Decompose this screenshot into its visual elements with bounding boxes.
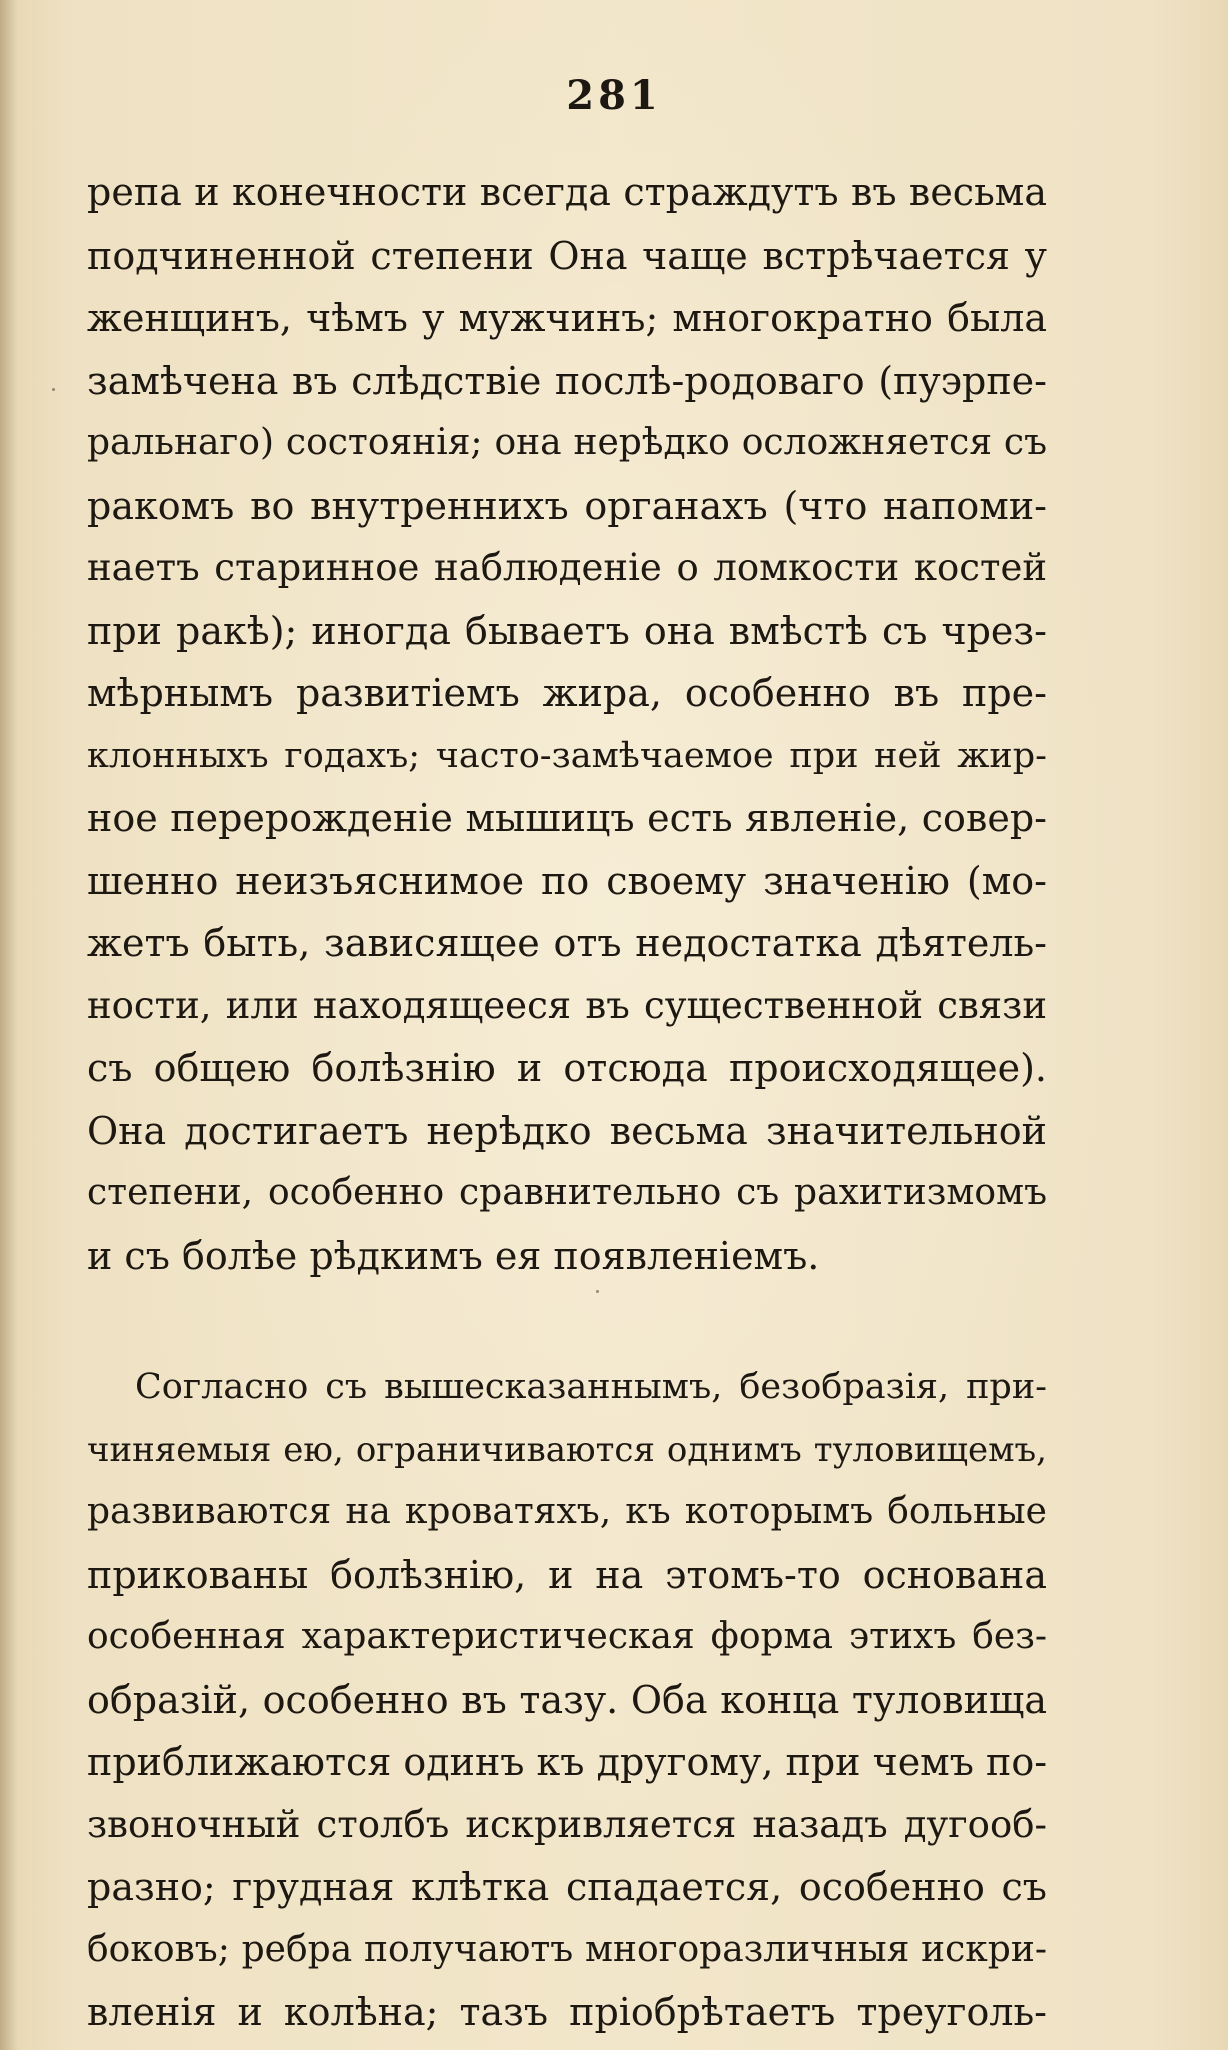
text-line: приближаются одинъ къ другому, при чемъ по- [87, 1740, 1047, 1784]
text-line: ральнаго) состоянія; она нерѣдко осложняется съ [87, 422, 1047, 463]
text-line: съ общею болѣзнію и отсюда происходящее). [87, 1046, 1047, 1090]
text-line: ности, или находящееся въ существенной связи [87, 984, 1047, 1027]
text-line: жетъ быть, зависящее отъ недостатка дѣятель- [87, 921, 1047, 965]
text-line: Согласно съ вышесказаннымъ, безобразія, при- [135, 1367, 1047, 1407]
text-line: женщинъ, чѣмъ у мужчинъ; многократно была [87, 296, 1047, 340]
text-line: вленія и колѣна; тазъ пріобрѣтаетъ треуголь- [87, 1990, 1047, 2034]
text-line: замѣчена въ слѣдствіе послѣ-родоваго (пуэрпе- [87, 359, 1047, 403]
text-line: образій, особенно въ тазу. Оба конца туловища [87, 1678, 1047, 1722]
text-line: при ракѣ); иногда бываетъ она вмѣстѣ съ чрез- [87, 609, 1047, 653]
text-line: степени, особенно сравнительно съ рахитизмомъ [87, 1172, 1047, 1213]
text-line: боковъ; ребра получаютъ многоразличныя искри- [87, 1929, 1047, 1970]
text-line: ное перерожденіе мышицъ есть явленіе, совер- [87, 796, 1047, 840]
page-gutter-shadow [0, 0, 18, 2050]
paper-speck [596, 1290, 599, 1293]
text-line: особенная характеристическая форма этихъ без- [87, 1616, 1047, 1657]
text-line: Она достигаетъ нерѣдко весьма значительной [87, 1109, 1047, 1153]
text-line: репа и конечности всегда страждутъ въ весьма [87, 170, 1047, 214]
text-line: мѣрнымъ развитіемъ жира, особенно въ пре- [87, 671, 1047, 715]
text-line: подчиненной степени Она чаще встрѣчается у [87, 234, 1047, 278]
text-line: наетъ старинное наблюденіе о ломкости костей [87, 546, 1047, 589]
text-line: звоночный столбъ искривляется назадъ дугооб- [87, 1803, 1047, 1846]
text-line: и съ болѣе рѣдкимъ ея появленіемъ. [87, 1234, 820, 1278]
text-line: ракомъ во внутреннихъ органахъ (что напоми- [87, 484, 1047, 528]
text-line: разно; грудная клѣтка спадается, особенно съ [87, 1865, 1047, 1909]
text-line: развиваются на кроватяхъ, къ которымъ больные [87, 1491, 1047, 1532]
paper-speck [52, 388, 55, 391]
text-line: шенно неизъяснимое по своему значенію (мо- [87, 859, 1047, 903]
page-number: 281 [566, 72, 662, 119]
text-line: чиняемыя ею, ограничиваются однимъ туловищемъ, [87, 1430, 1047, 1470]
text-line: клонныхъ годахъ; часто-замѣчаемое при ней жир- [87, 736, 1047, 776]
text-line: прикованы болѣзнію, и на этомъ-то основана [87, 1553, 1047, 1597]
